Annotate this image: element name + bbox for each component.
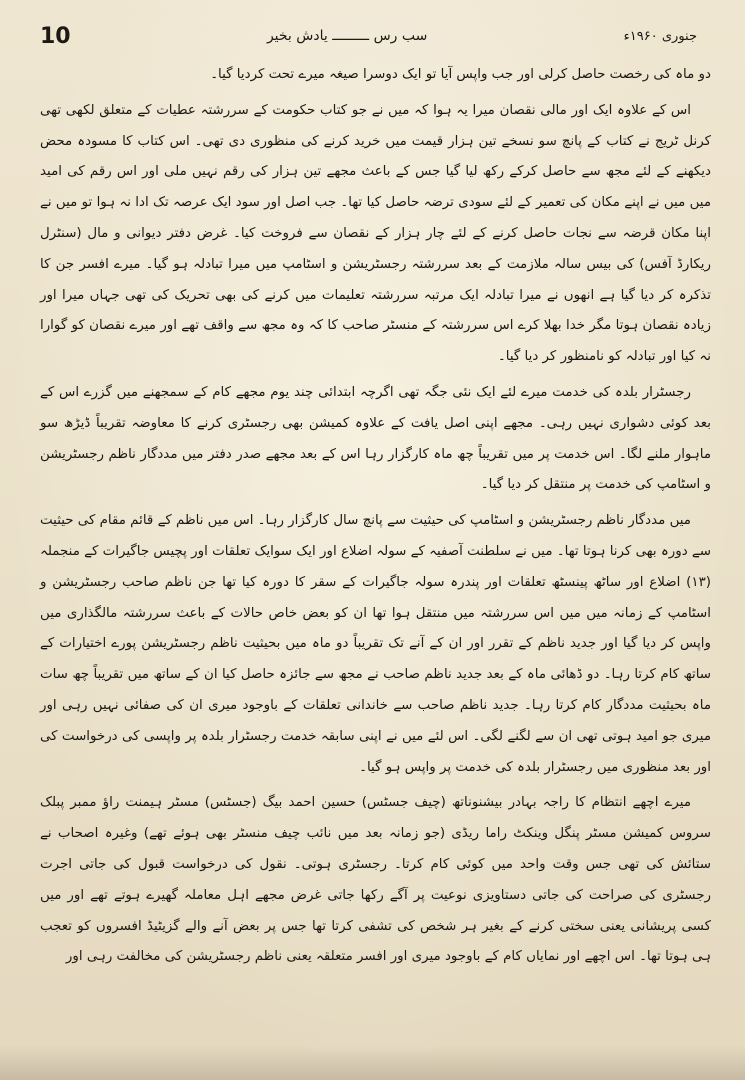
paragraph-5: میرے اچھے انتظام کا راجہ بہادر بیشنوناتھ (چیف جسٹس) حسین احمد بیگ (جسٹس) مسٹر ہیمنت راؤ ممبر پبلک سروس کمیشن مسٹر پنگل وینکٹ راما ریڈی (جو زمانہ بعد میں نائب چیف منسٹر بھی ہوئے تھے) وغیرہ اصحاب نے ستائش کی تھی جس وقت واحد میں کوئی کام کرتا۔ رجسٹری ہوتی۔ نقول کی درخواست قبول کی جاتی اجرت رجسٹری کی صراحت کی جاتی دستاویزی نوعیت پر آگے رکھا جاتی غرض مجھے اہل معاملہ گھیرے ہوتے تھے اور میں کسی پریشانی یعنی سختی کرنے کے بغیر ہر شخص کی تشفی کرتا تھا جس پر بعض آنے والے گزیٹیڈ افسروں کو تعجب ہی ہوتا تھا۔ اس اچھے اور نمایاں کام کے باوجود میری اور افسر متعلقہ یعنی ناظم رجسٹریشن کی مخالفت رہی اور [40,795,711,965]
paragraph-2: اس کے علاوہ ایک اور مالی نقصان میرا یہ ہوا کہ میں نے جو کتاب حکومت کے سررشتہ عطیات کے متعلق لکھی تھی کرنل ٹریج نے کتاب کے پانچ سو نسخے تین ہزار قیمت میں خرید کرنے کی منظوری دی تھی۔ اس کتاب کا مسودہ محض دیکھنے کے لئے مجھ سے حاصل کرکے رکھ لیا گیا جس کے باعث مجھے تین ہزار کی رقم نہیں ملی اور اس رقم کی امید میں میں نے اپنے مکان کی تعمیر کے لئے سودی ترضہ حاصل کیا تھا۔ جب اصل اور سود ایک عرصہ تک ادا نہ ہوا تو میں نے اپنا مکان قرضہ سے نجات حاصل کرنے کے لئے چار ہزار کے نقصان سے فروخت کیا۔ غرض دفتر دیوانی و مال (سنٹرل ریکارڈ آفس) کی بیس سالہ ملازمت کے بعد سررشتہ رجسٹریشن و اسٹامپ میں میرا تبادلہ ہو گیا۔ میرے افسر جن کا تذکرہ کر دیا گیا ہے انھوں نے میرا تبادلہ ایک مرتبہ سررشتہ تعلیمات میں کرنے کی بھی تحریک کی تھی جہاں میرا اور زیادہ نقصان ہوتا مگر خدا بھلا کرے اس سررشتہ کے منسٹر صاحب کا کہ وہ مجھ سے واقف تھے اور میرے نقصان کو گوارا نہ کیا اور تبادلہ کو نامنظور کر دیا گیا۔ [40,102,711,365]
article-body [40,60,711,1056]
page-header [40,20,697,52]
paragraph-3: رجسٹرار بلدہ کی خدمت میرے لئے ایک نئی جگہ تھی اگرچہ ابتدائی چند یوم مجھے کام کے سمجھنے میں گزرے اس کے بعد کوئی دشواری نہیں رہی۔ مجھے اپنی اصل یافت کے علاوہ کمیشن بھی رجسٹری کرنے کا معاوضہ تقریباً ڈیڑھ سو ماہوار ملنے لگا۔ اس خدمت پر میں تقریباً چھ ماہ کارگزار رہا اس کے بعد مجھے صدر دفتر میں مددگار ناظم رجسٹریشن و اسٹامپ کی خدمت پر منتقل کر دیا گیا۔ [40,384,711,493]
paragraph-1: دو ماہ کی رخصت حاصل کرلی اور جب واپس آیا تو ایک دوسرا صیغہ میرے تحت کردیا گیا۔ [210,67,711,82]
paragraph-4: میں مددگار ناظم رجسٹریشن و اسٹامپ کی حیثیت سے پانچ سال کارگزار رہا۔ اس میں ناظم کے قائم مقام کی حیثیت سے دورہ بھی کرنا ہوتا تھا۔ میں نے سلطنت آصفیہ کے سولہ اضلاع اور ایک سوایک تعلقات اور پچیس جاگیرات کے منجملہ (۱۳) اضلاع اور ساٹھ پینسٹھ تعلقات اور پندرہ سولہ جاگیرات کے سقر کا دورہ کیا تھا جن ناظم صاحب رجسٹریشن و اسٹامپ کے زمانہ میں میں اس سررشتہ میں منتقل ہوا تھا ان کو بعض خاص حالات کے باعث سررشتہ مالگذاری میں واپس کر دیا گیا اور جدید ناظم کے تقرر اور ان کے آنے تک تقریباً دو ماہ میں بحیثیت ناظم رجسٹریشن پورے اختیارات کے ساتھ کام کرتا رہا۔ دو ڈھائی ماہ کے بعد جدید ناظم صاحب نے مجھ سے جائزہ حاصل کیا ان کے ساتھ میں تقریباً چھ سات ماہ بحیثیت مددگار کام کرتا رہا۔ جدید ناظم صاحب سے خاندانی تعلقات کے باوجود میری ان کی صفائی نہیں رہی اور میری جو امید ہوتی تھی ان سے لگنے لگی۔ اس لئے میں نے اپنی سابقہ خدمت رجسٹرار بلدہ پر واپسی کی درخواست کی اور بعد منظوری میں رجسٹرار بلدہ کی خدمت پر واپس ہو گیا۔ [40,513,711,775]
issue-date: جنوری ۱۹۶۰ء [623,28,697,44]
page-edge-shadow [0,1046,745,1080]
running-title: سب رس ـــــــــ یادش بخیر [266,28,428,44]
page-number: 10 [40,23,71,49]
